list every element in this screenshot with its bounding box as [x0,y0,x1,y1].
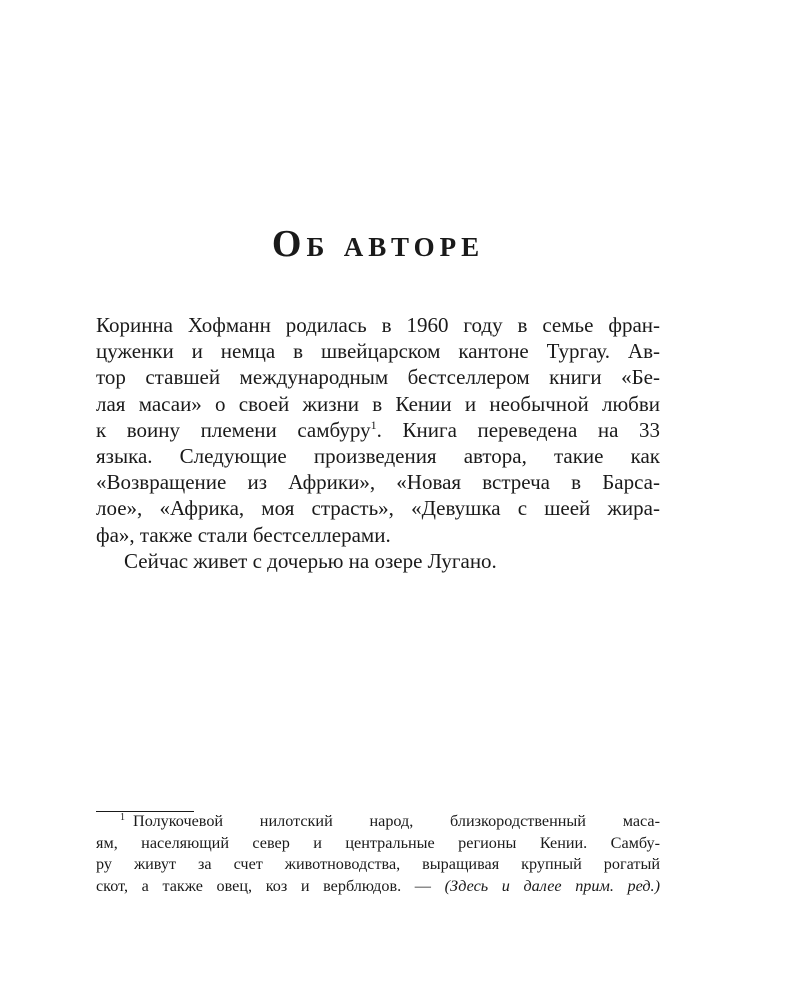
footnote-number: 1 [120,811,125,823]
footnote-line: ям, населяющий север и центральные регионы Кении. Самбу- [96,833,660,852]
footnote-line-text: скот, а также овец, коз и верблюдов. — [96,876,445,895]
bio-line-part: . Книга переведена на 33 [376,417,660,442]
bio-line: фа», также стали бестселлерами. [96,522,391,547]
footnote-line-text: Полукочевой нилотский народ, близкородственный маса- [133,812,660,830]
bio-line: «Возвращение из Африки», «Новая встреча в Барса- [96,470,660,495]
bio-line: Сейчас живет с дочерью на озере Лугано. [124,548,497,573]
bio-line: языка. Следующие произведения автора, такие как [96,444,660,469]
bio-line: лая масаи» о своей жизни в Кении и необычной любви [96,391,660,416]
page-title: Об авторе [271,223,485,265]
editor-note: (Здесь и далее прим. ред.) [444,876,660,895]
bio-line: Коринна Хофманн родилась в 1960 году в семье фран- [96,313,660,337]
bio-line: лое», «Африка, моя страсть», «Девушка с шеей жира- [96,496,660,521]
footnote-line [96,876,660,898]
bio-line: цуженки и немца в швейцарском кантоне Тургау. Ав- [96,339,660,364]
bio-line-part: к воину племени самбуру [96,417,371,442]
footnote-line [96,811,660,833]
footnote [96,811,660,897]
author-bio [96,312,660,574]
bio-line: тор ставшей международным бестселлером книги «Бе- [96,365,660,390]
footnote-line: ру живут за счет животноводства, выращивая крупный рогатый [96,855,660,873]
bio-line [96,417,660,443]
footnote-reference: 1 [370,417,377,432]
